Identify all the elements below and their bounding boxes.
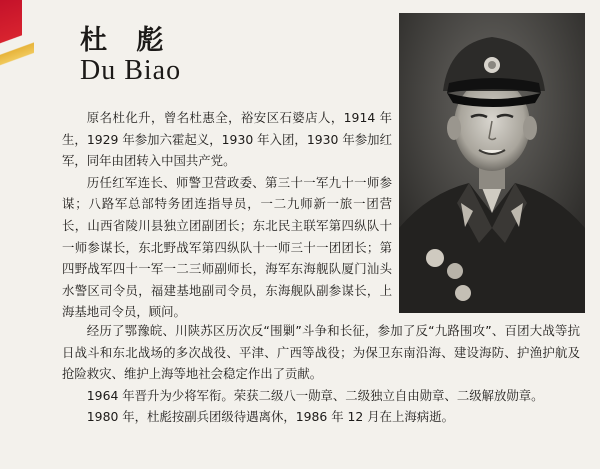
decorative-red-corner	[0, 0, 22, 70]
portrait-photo	[399, 13, 585, 313]
bio-paragraph: 历任红军连长、师警卫营政委、第三十一军九十一师参谋；八路军总部特务团连指导员，一二九师新一旅一团营长，山西省陵川县独立团副团长；东北民主联军第四纵队十一师参谋长，东北野战军第四纵队十一师三十一团团长；第四野战军四十一军一二三师副师长，海军东海舰队厦门汕头水警区司令员，福建基地副司令员，东海舰队副参谋长，上海基地司令员，顾问。	[62, 174, 392, 320]
name-chinese: 杜 彪	[80, 25, 174, 56]
biography-text-column	[62, 107, 392, 323]
bio-paragraph: 原名杜化升，曾名杜惠全，裕安区石婆店人，1914 年生，1929 年参加六霍起义，1930 年入团，1930 年参加红军，同年由团转入中国共产党。	[62, 110, 392, 169]
name-english: Du Biao	[80, 55, 182, 86]
bio-paragraph: 1980 年，杜彪按副兵团级待遇离休，1986 年 12 月在上海病逝。	[86, 409, 454, 425]
biography-text-wide	[62, 320, 580, 428]
bio-paragraph: 1964 年晋升为少将军衔。荣获二级八一勋章、二级独立自由勋章、二级解放勋章。	[86, 387, 544, 403]
bio-paragraph: 经历了鄂豫皖、川陕苏区历次反“围剿”斗争和长征，参加了反“九路围攻”、百团大战等抗日战斗和东北战场的多次战役、平津、广西等战役；为保卫东南沿海、建设海防、护渔护航及抢险救灾、维护上海等地社会稳定作出了贡献。	[62, 323, 580, 382]
